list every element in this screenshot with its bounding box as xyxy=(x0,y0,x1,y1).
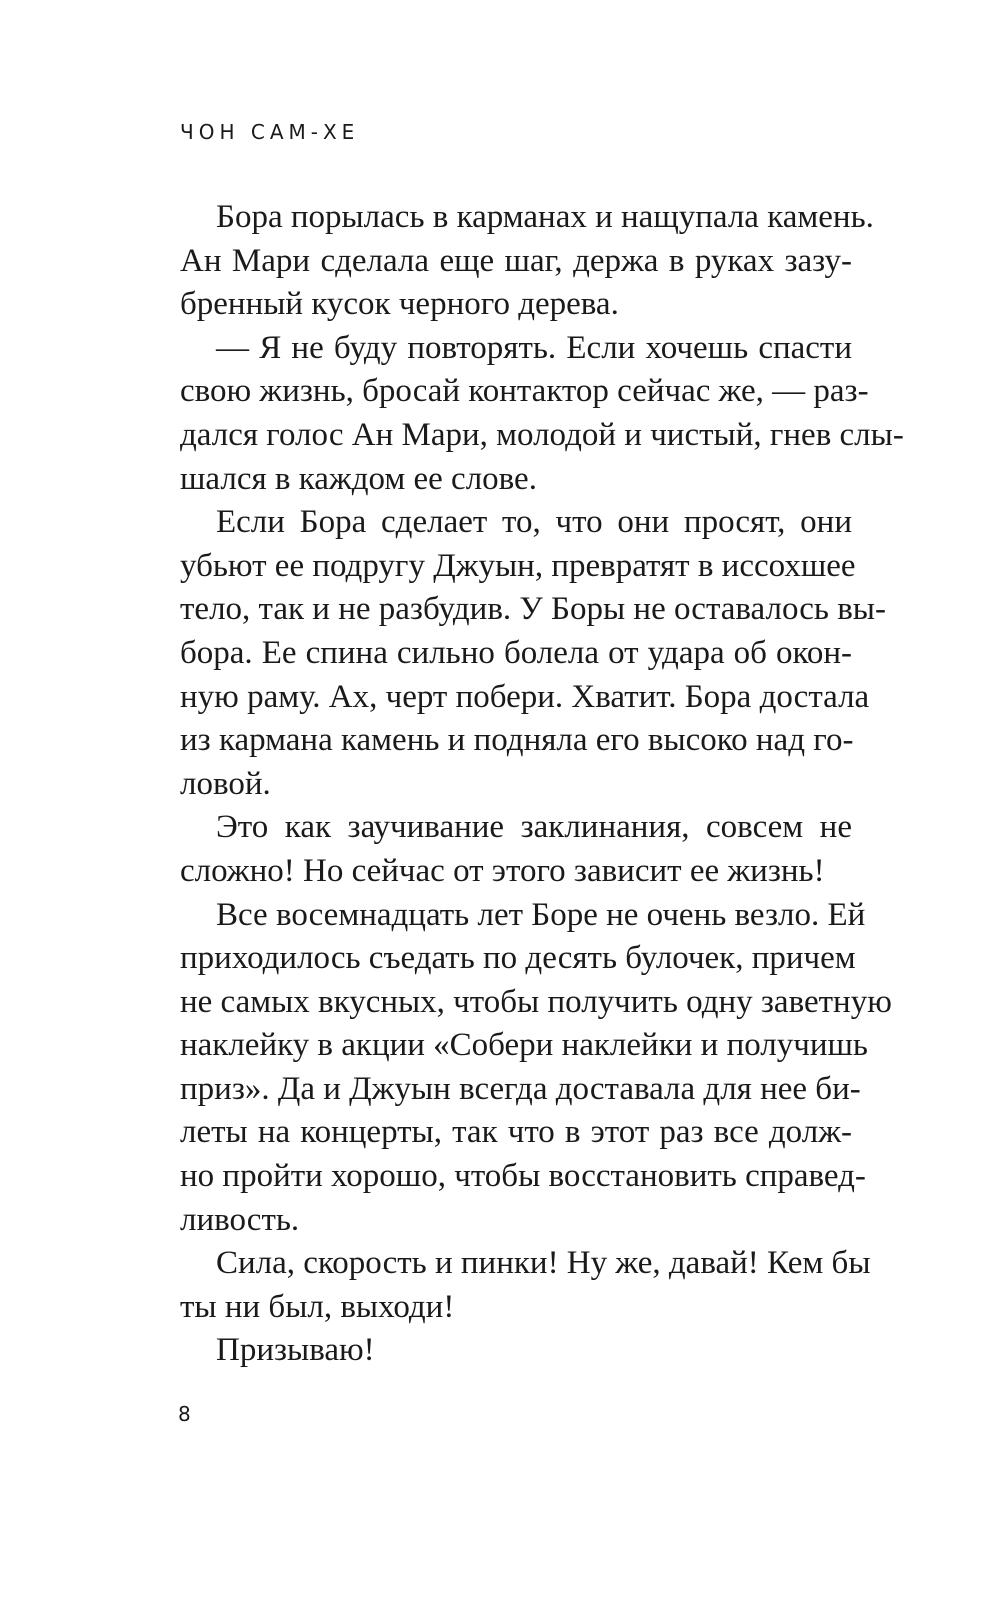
text-line: убьют ее подругу Джуын, превратят в иссохшее xyxy=(180,547,856,584)
text-line: но пройти хорошо, чтобы восстановить справед- xyxy=(180,1158,866,1195)
page-number: 8 xyxy=(178,1402,191,1426)
text-line: из кармана камень и подняла его высоко над го- xyxy=(180,722,854,759)
text-line: не самых вкусных, чтобы получить одну заветную xyxy=(180,983,892,1020)
paragraph xyxy=(180,1329,852,1373)
text-line: дался голос Ан Мари, молодой и чистый, гнев слы- xyxy=(180,416,904,453)
text-line: приз». Да и Джуын всегда доставала для нее би- xyxy=(180,1070,861,1107)
text-line: леты на концерты, так что в этот раз все долж- xyxy=(180,1114,852,1151)
text-line: Сила, скорость и пинки! Ну же, давай! Кем бы xyxy=(216,1245,871,1282)
running-head: ЧОН САМ-ХЕ xyxy=(180,120,360,144)
text-line: сложно! Но сейчас от этого зависит ее жизнь! xyxy=(180,852,825,889)
paragraph xyxy=(180,501,886,806)
text-line: тело, так и не разбудив. У Боры не оставалось вы- xyxy=(180,591,886,628)
text-line: свою жизнь, бросай контактор сейчас же, — раз- xyxy=(180,373,869,410)
text-line: ловой. xyxy=(180,765,271,802)
text-line: приходилось съедать по десять булочек, причем xyxy=(180,940,856,977)
body-text xyxy=(180,196,904,1373)
text-line: Ан Мари сделала еще шаг, держа в руках зазу- xyxy=(180,242,852,279)
paragraph xyxy=(180,806,852,893)
text-line: ливость. xyxy=(180,1201,300,1238)
paragraph xyxy=(180,1242,871,1329)
text-line: Все восемнадцать лет Боре не очень везло. Ей xyxy=(216,896,866,933)
text-line: наклейку в акции «Собери наклейки и получишь xyxy=(180,1027,868,1064)
text-line: шался в каждом ее слове. xyxy=(180,460,537,497)
text-line: Если Бора сделает то, что они просят, они xyxy=(216,504,852,541)
text-line: Призываю! xyxy=(216,1332,375,1369)
text-line: ную раму. Ах, черт побери. Хватит. Бора достала xyxy=(180,678,870,715)
text-line: Бора порылась в карманах и нащупала камень. xyxy=(216,199,874,235)
text-line: бора. Ее спина сильно болела от удара об окон- xyxy=(180,634,852,671)
text-line: Это как заучивание заклинания, совсем не xyxy=(216,809,852,846)
text-line: ты ни был, выходи! xyxy=(180,1288,455,1325)
text-line: бренный кусок черного дерева. xyxy=(180,286,619,323)
paragraph xyxy=(180,327,904,501)
paragraph xyxy=(180,196,874,327)
text-line: — Я не буду повторять. Если хочешь спасти xyxy=(216,329,852,366)
paragraph xyxy=(180,894,892,1243)
